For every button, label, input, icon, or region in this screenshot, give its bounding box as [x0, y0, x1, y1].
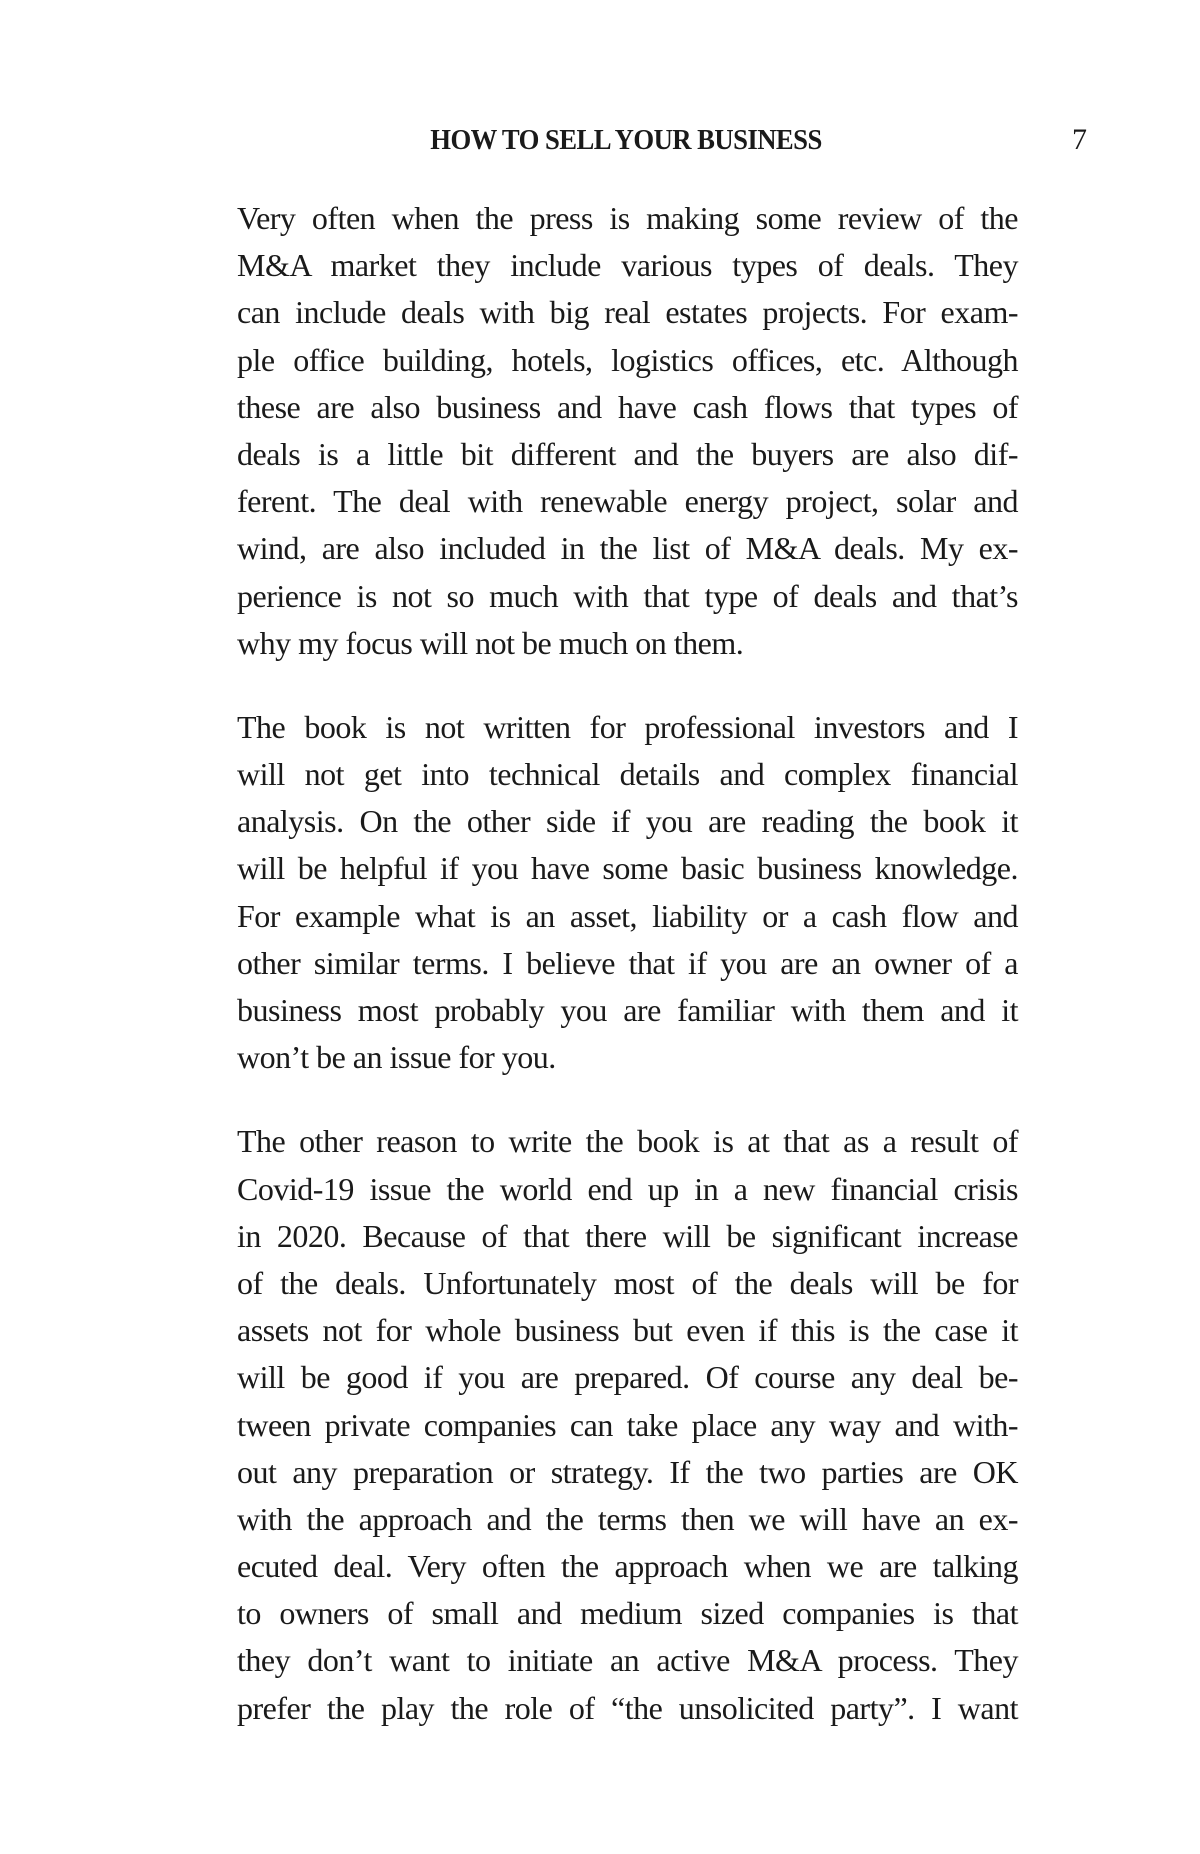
text-line: why my focus will not be much on them. [237, 624, 744, 661]
text-line: with the approach and the terms then we will have an ex- [237, 1500, 1018, 1537]
text-line: will not get into technical details and complex financial [237, 756, 1018, 793]
text-line: business most probably you are familiar with them and it [237, 992, 1018, 1028]
paragraph [237, 195, 1018, 667]
text-line: assets not for whole business but even if this is the case it [237, 1312, 1018, 1349]
running-header [237, 118, 1087, 162]
text-line: won’t be an issue for you. [237, 1039, 556, 1076]
text-line: perience is not so much with that type of deals and that’s [237, 577, 1018, 614]
text-line: ferent. The deal with renewable energy project, solar and [237, 483, 1018, 520]
text-line: will be good if you are prepared. Of course any deal be- [237, 1359, 1018, 1396]
text-line: to owners of small and medium sized companies is that [237, 1595, 1018, 1632]
text-line: The book is not written for professional investors and I [237, 708, 1018, 745]
text-line: ple office building, hotels, logistics offices, etc. Although [237, 341, 1018, 378]
text-line: For example what is an asset, liability or a cash flow and [237, 897, 1018, 934]
text-line: The other reason to write the book is at that as a result of [237, 1123, 1018, 1160]
text-line: M&A market they include various types of deals. They [237, 247, 1018, 284]
text-line: analysis. On the other side if you are reading the book it [237, 803, 1018, 840]
paragraph [237, 704, 1018, 1082]
body-text [237, 195, 1018, 1769]
text-line: Very often when the press is making some review of the [237, 200, 1018, 236]
text-line: in 2020. Because of that there will be significant increase [237, 1217, 1018, 1254]
text-line: ecuted deal. Very often the approach when we are talking [237, 1548, 1018, 1585]
text-line: these are also business and have cash flows that types of [237, 388, 1018, 425]
text-line: out any preparation or strategy. If the two parties are OK [237, 1453, 1018, 1490]
text-line: will be helpful if you have some basic business knowledge. [237, 850, 1018, 887]
text-line: tween private companies can take place any way and with- [237, 1406, 1018, 1443]
text-line: other similar terms. I believe that if you are an owner of a [237, 944, 1018, 981]
text-line: they don’t want to initiate an active M&A process. They [237, 1642, 1018, 1679]
text-line: prefer the play the role of “the unsolicited party”. I want [237, 1689, 1018, 1726]
page-number: 7 [1072, 123, 1087, 156]
running-title: HOW TO SELL YOUR BUSINESS [430, 124, 822, 156]
paragraph [237, 1118, 1018, 1731]
text-line: deals is a little bit different and the buyers are also dif- [237, 435, 1018, 472]
text-line: of the deals. Unfortunately most of the deals will be for [237, 1264, 1018, 1301]
text-line: wind, are also included in the list of M&A deals. My ex- [237, 530, 1018, 567]
text-line: can include deals with big real estates projects. For exam- [237, 294, 1018, 331]
text-line: Covid-19 issue the world end up in a new financial crisis [237, 1170, 1018, 1207]
